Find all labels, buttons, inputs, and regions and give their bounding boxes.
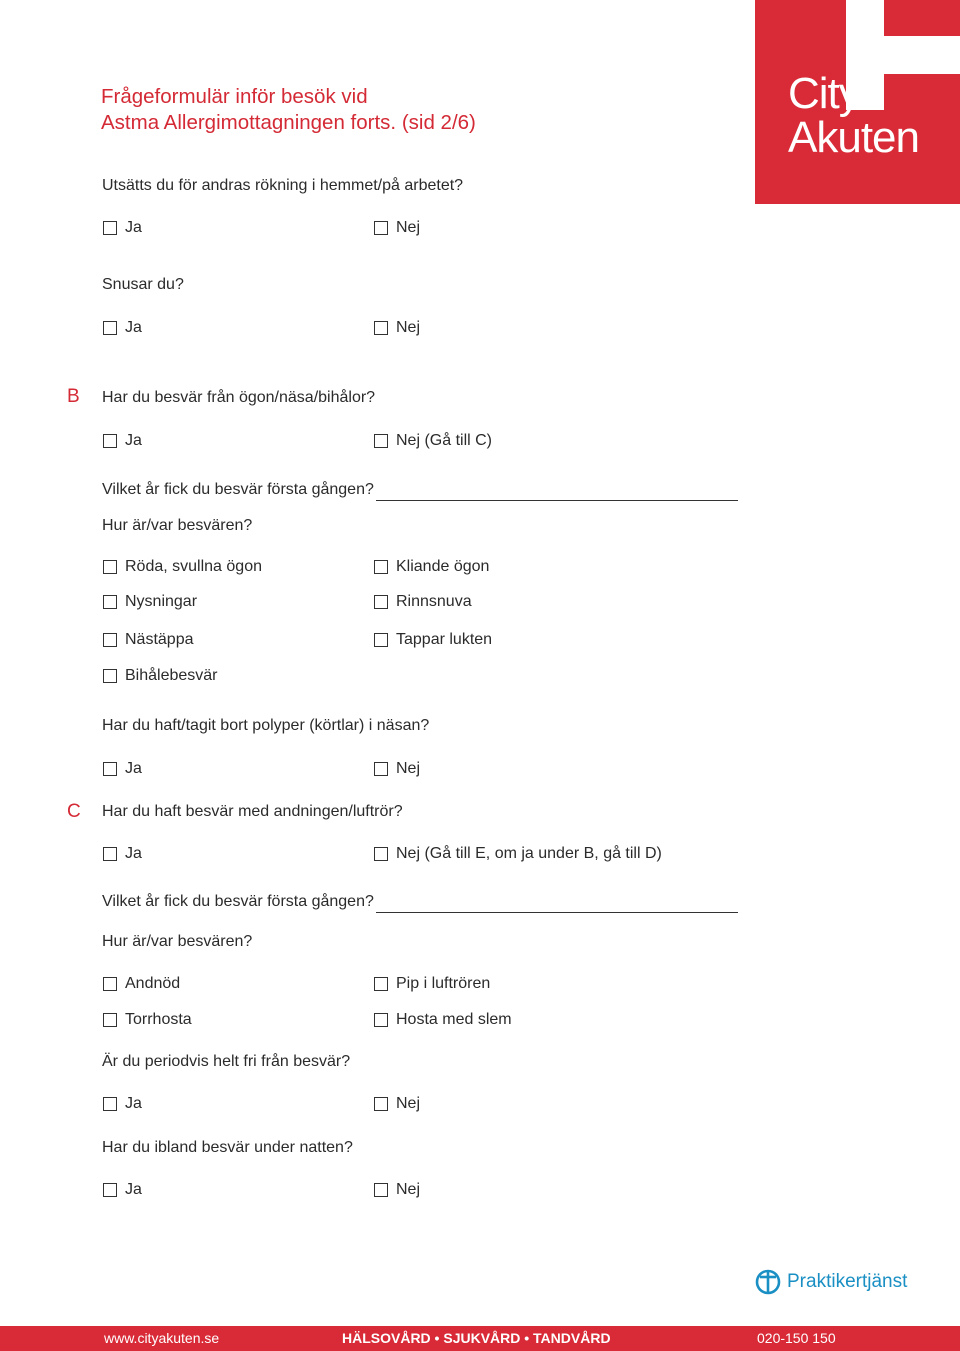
checkbox-snus-ja[interactable] [103,318,142,338]
checkbox-polyps-ja[interactable] [103,759,142,779]
checkbox-square-icon[interactable] [374,847,388,861]
checkbox-square-icon[interactable] [103,633,117,647]
option-label: Ja [125,219,142,236]
praktikertjanst-logo [755,1269,907,1295]
option-label: Ja [125,319,142,336]
option-label: Ja [125,760,142,777]
checkbox-airways-ja[interactable] [103,844,142,864]
option-label: Ja [125,1095,142,1112]
checkbox-night-nej[interactable] [374,1180,420,1200]
question-text: Vilket år fick du besvär första gången? [102,481,374,498]
checkbox-square-icon[interactable] [103,669,117,683]
option-label: Ja [125,1181,142,1198]
checkbox-dry-cough[interactable] [103,1010,192,1030]
checkbox-sinus[interactable] [103,666,218,686]
checkbox-sneezing[interactable] [103,592,197,612]
checkbox-polyps-nej[interactable] [374,759,420,779]
checkbox-smoking-ja[interactable] [103,218,142,238]
question-night: Har du ibland besvär under natten? [102,1139,353,1156]
option-label: Nej [396,319,421,336]
praktikertjanst-name: Praktikertjänst [787,1271,908,1292]
checkbox-congestion[interactable] [103,630,194,650]
checkbox-square-icon[interactable] [374,560,388,574]
footer-services: HÄLSOVÅRD • SJUKVÅRD • TANDVÅRD [342,1330,611,1346]
option-label: Nej [396,1181,421,1198]
question-how-c: Hur är/var besvären? [102,933,253,950]
checkbox-breathless[interactable] [103,974,180,994]
question-airways: Har du haft besvär med andningen/luftrör? [102,803,403,820]
checkbox-square-icon[interactable] [374,1183,388,1197]
question-first-year-b [102,480,738,501]
option-label: Nej [396,760,421,777]
checkbox-free-ja[interactable] [103,1094,142,1114]
checkbox-square-icon[interactable] [374,321,388,335]
question-how-b: Hur är/var besvären? [102,517,253,534]
footer-phone: 020-150 150 [757,1330,836,1346]
logo-text-akuten: Akuten [788,113,919,162]
question-smoking: Utsätts du för andras rökning i hemmet/på arbetet? [102,177,464,194]
checkbox-square-icon[interactable] [103,434,117,448]
checkbox-square-icon[interactable] [103,595,117,609]
checkbox-night-ja[interactable] [103,1180,142,1200]
checkbox-square-icon[interactable] [374,221,388,235]
checkbox-square-icon[interactable] [103,847,117,861]
checkbox-loss-smell[interactable] [374,630,492,650]
checkbox-square-icon[interactable] [374,1013,388,1027]
checkbox-square-icon[interactable] [374,977,388,991]
option-label: Ja [125,432,142,449]
section-letter-c: C [67,801,81,822]
question-first-year-c [102,892,738,913]
option-label: Ja [125,845,142,862]
answer-line-first-year-c[interactable] [376,892,738,913]
checkbox-square-icon[interactable] [103,762,117,776]
cross-horizontal [848,36,960,74]
checkbox-itchy-eyes[interactable] [374,557,489,577]
checkbox-square-icon[interactable] [374,762,388,776]
checkbox-square-icon[interactable] [374,633,388,647]
page-title [101,84,476,136]
question-text: Vilket år fick du besvär första gången? [102,893,374,910]
option-label: Nysningar [125,593,198,610]
option-label: Röda, svullna ögon [125,558,262,575]
checkbox-square-icon[interactable] [103,977,117,991]
checkbox-smoking-nej[interactable] [374,218,420,238]
question-polyps: Har du haft/tagit bort polyper (körtlar) i näsan? [102,717,430,734]
option-label: Nej (Gå till E, om ja under B, gå till D) [396,845,662,862]
footer-bar [0,1326,960,1351]
checkbox-square-icon[interactable] [103,1097,117,1111]
logo-text-city: City [788,69,860,118]
question-snus: Snusar du? [102,276,184,293]
checkbox-square-icon[interactable] [103,1013,117,1027]
checkbox-eyes-nej[interactable] [374,431,492,451]
option-label: Bihålebesvär [125,667,218,684]
checkbox-square-icon[interactable] [374,1097,388,1111]
option-label: Torrhosta [125,1011,192,1028]
option-label: Nej (Gå till C) [396,432,493,449]
checkbox-square-icon[interactable] [374,595,388,609]
footer-website[interactable]: www.cityakuten.se [104,1330,220,1346]
checkbox-wet-cough[interactable] [374,1010,512,1030]
option-label: Nej [396,219,421,236]
checkbox-airways-nej[interactable] [374,844,662,864]
option-label: Tappar lukten [396,631,493,648]
option-label: Nästäppa [125,631,194,648]
checkbox-free-nej[interactable] [374,1094,420,1114]
checkbox-wheeze[interactable] [374,974,490,994]
section-letter-b: B [67,386,80,407]
option-label: Pip i luftrören [396,975,491,992]
checkbox-square-icon[interactable] [103,1183,117,1197]
checkbox-square-icon[interactable] [103,221,117,235]
question-eyes-nose: Har du besvär från ögon/näsa/bihålor? [102,389,376,406]
checkbox-square-icon[interactable] [103,321,117,335]
question-periodically-free: Är du periodvis helt fri från besvär? [102,1053,351,1070]
checkbox-runny-nose[interactable] [374,592,472,612]
option-label: Hosta med slem [396,1011,512,1028]
option-label: Rinnsnuva [396,593,472,610]
cityakuten-logo [755,0,960,204]
title-line-2: Astma Allergimottagningen forts. (sid 2/6) [101,111,476,134]
answer-line-first-year-b[interactable] [376,480,738,501]
option-label: Andnöd [125,975,181,992]
checkbox-red-eyes[interactable] [103,557,262,577]
checkbox-square-icon[interactable] [374,434,388,448]
checkbox-eyes-ja[interactable] [103,431,142,451]
checkbox-square-icon[interactable] [103,560,117,574]
praktikertjanst-icon [755,1269,781,1295]
option-label: Kliande ögon [396,558,490,575]
title-line-1: Frågeformulär inför besök vid [101,85,368,108]
checkbox-snus-nej[interactable] [374,318,420,338]
option-label: Nej [396,1095,421,1112]
